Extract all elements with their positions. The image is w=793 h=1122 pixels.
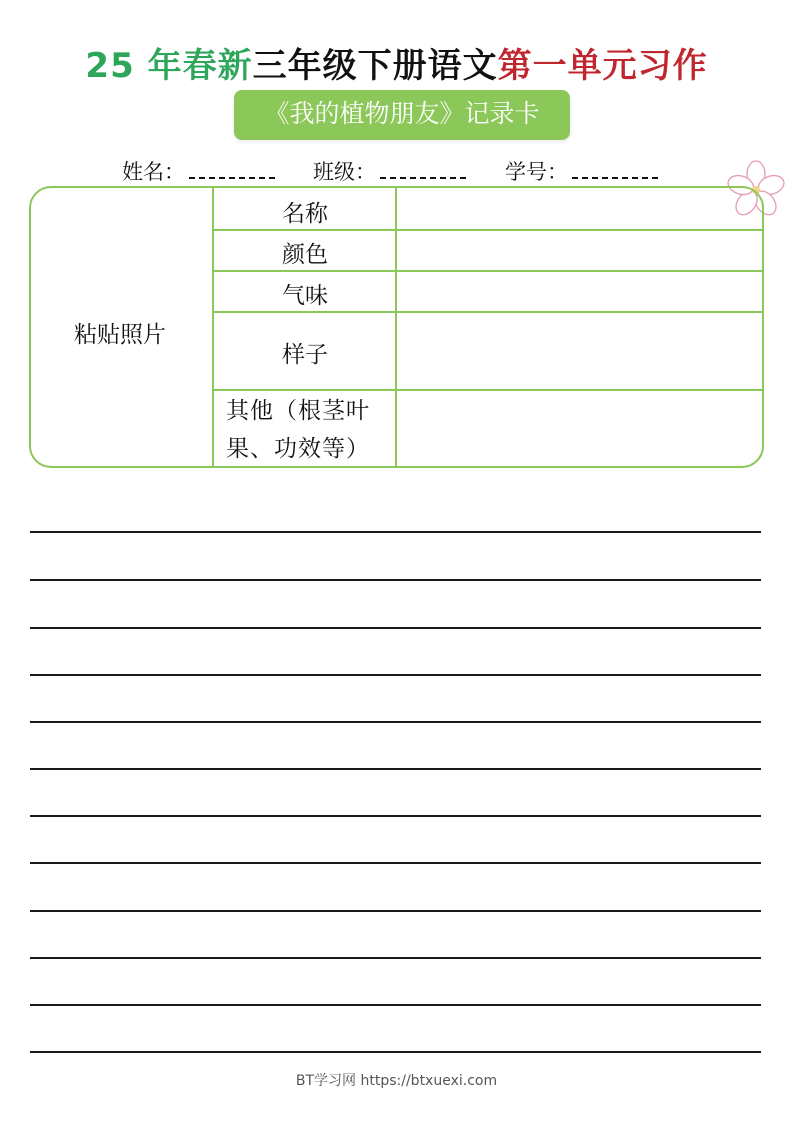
writing-line (30, 1051, 761, 1053)
student-id-label: 学号： (505, 160, 568, 184)
row-divider (213, 270, 762, 272)
title-red: 第一单元习作 (497, 46, 708, 86)
name-blank[interactable] (189, 159, 275, 179)
page-title (0, 44, 793, 88)
row-label-other-line2: 果、功效等） (226, 436, 370, 462)
footer-watermark: BT学习网 https://btxuexi.com (295, 1073, 498, 1089)
writing-line (30, 910, 761, 912)
row-label-appearance: 样子 (282, 342, 328, 368)
subtitle-badge: 《我的植物朋友》记录卡 (234, 90, 570, 140)
paste-photo-area[interactable]: 粘贴照片 (74, 322, 166, 348)
value-cell-appearance[interactable] (398, 314, 760, 388)
row-label-smell: 气味 (282, 283, 328, 309)
writing-line (30, 627, 761, 629)
value-cell-color[interactable] (398, 232, 760, 269)
class-field[interactable] (313, 156, 466, 186)
writing-line (30, 862, 761, 864)
writing-line (30, 531, 761, 533)
row-divider (213, 229, 762, 231)
row-label-name: 名称 (282, 201, 328, 227)
value-cell-other[interactable] (398, 392, 760, 466)
title-black: 三年级下册语文 (252, 46, 498, 86)
writing-line (30, 768, 761, 770)
title-green: 25 年春新 (85, 46, 253, 86)
writing-line (30, 674, 761, 676)
student-id-blank[interactable] (572, 159, 658, 179)
name-field[interactable] (122, 156, 275, 186)
row-label-other-line1: 其他（根茎叶 (226, 398, 370, 424)
student-id-field[interactable] (505, 156, 658, 186)
row-divider (213, 389, 762, 391)
row-divider (213, 311, 762, 313)
row-label-other (214, 392, 396, 468)
writing-line (30, 721, 761, 723)
student-info-row (0, 156, 793, 186)
value-cell-smell[interactable] (398, 273, 760, 310)
class-blank[interactable] (380, 159, 466, 179)
name-label: 姓名： (122, 160, 185, 184)
writing-line (30, 579, 761, 581)
writing-line (30, 957, 761, 959)
writing-line (30, 1004, 761, 1006)
class-label: 班级： (313, 160, 376, 184)
row-label-color: 颜色 (282, 242, 328, 268)
writing-line (30, 815, 761, 817)
value-cell-name[interactable] (398, 190, 760, 228)
